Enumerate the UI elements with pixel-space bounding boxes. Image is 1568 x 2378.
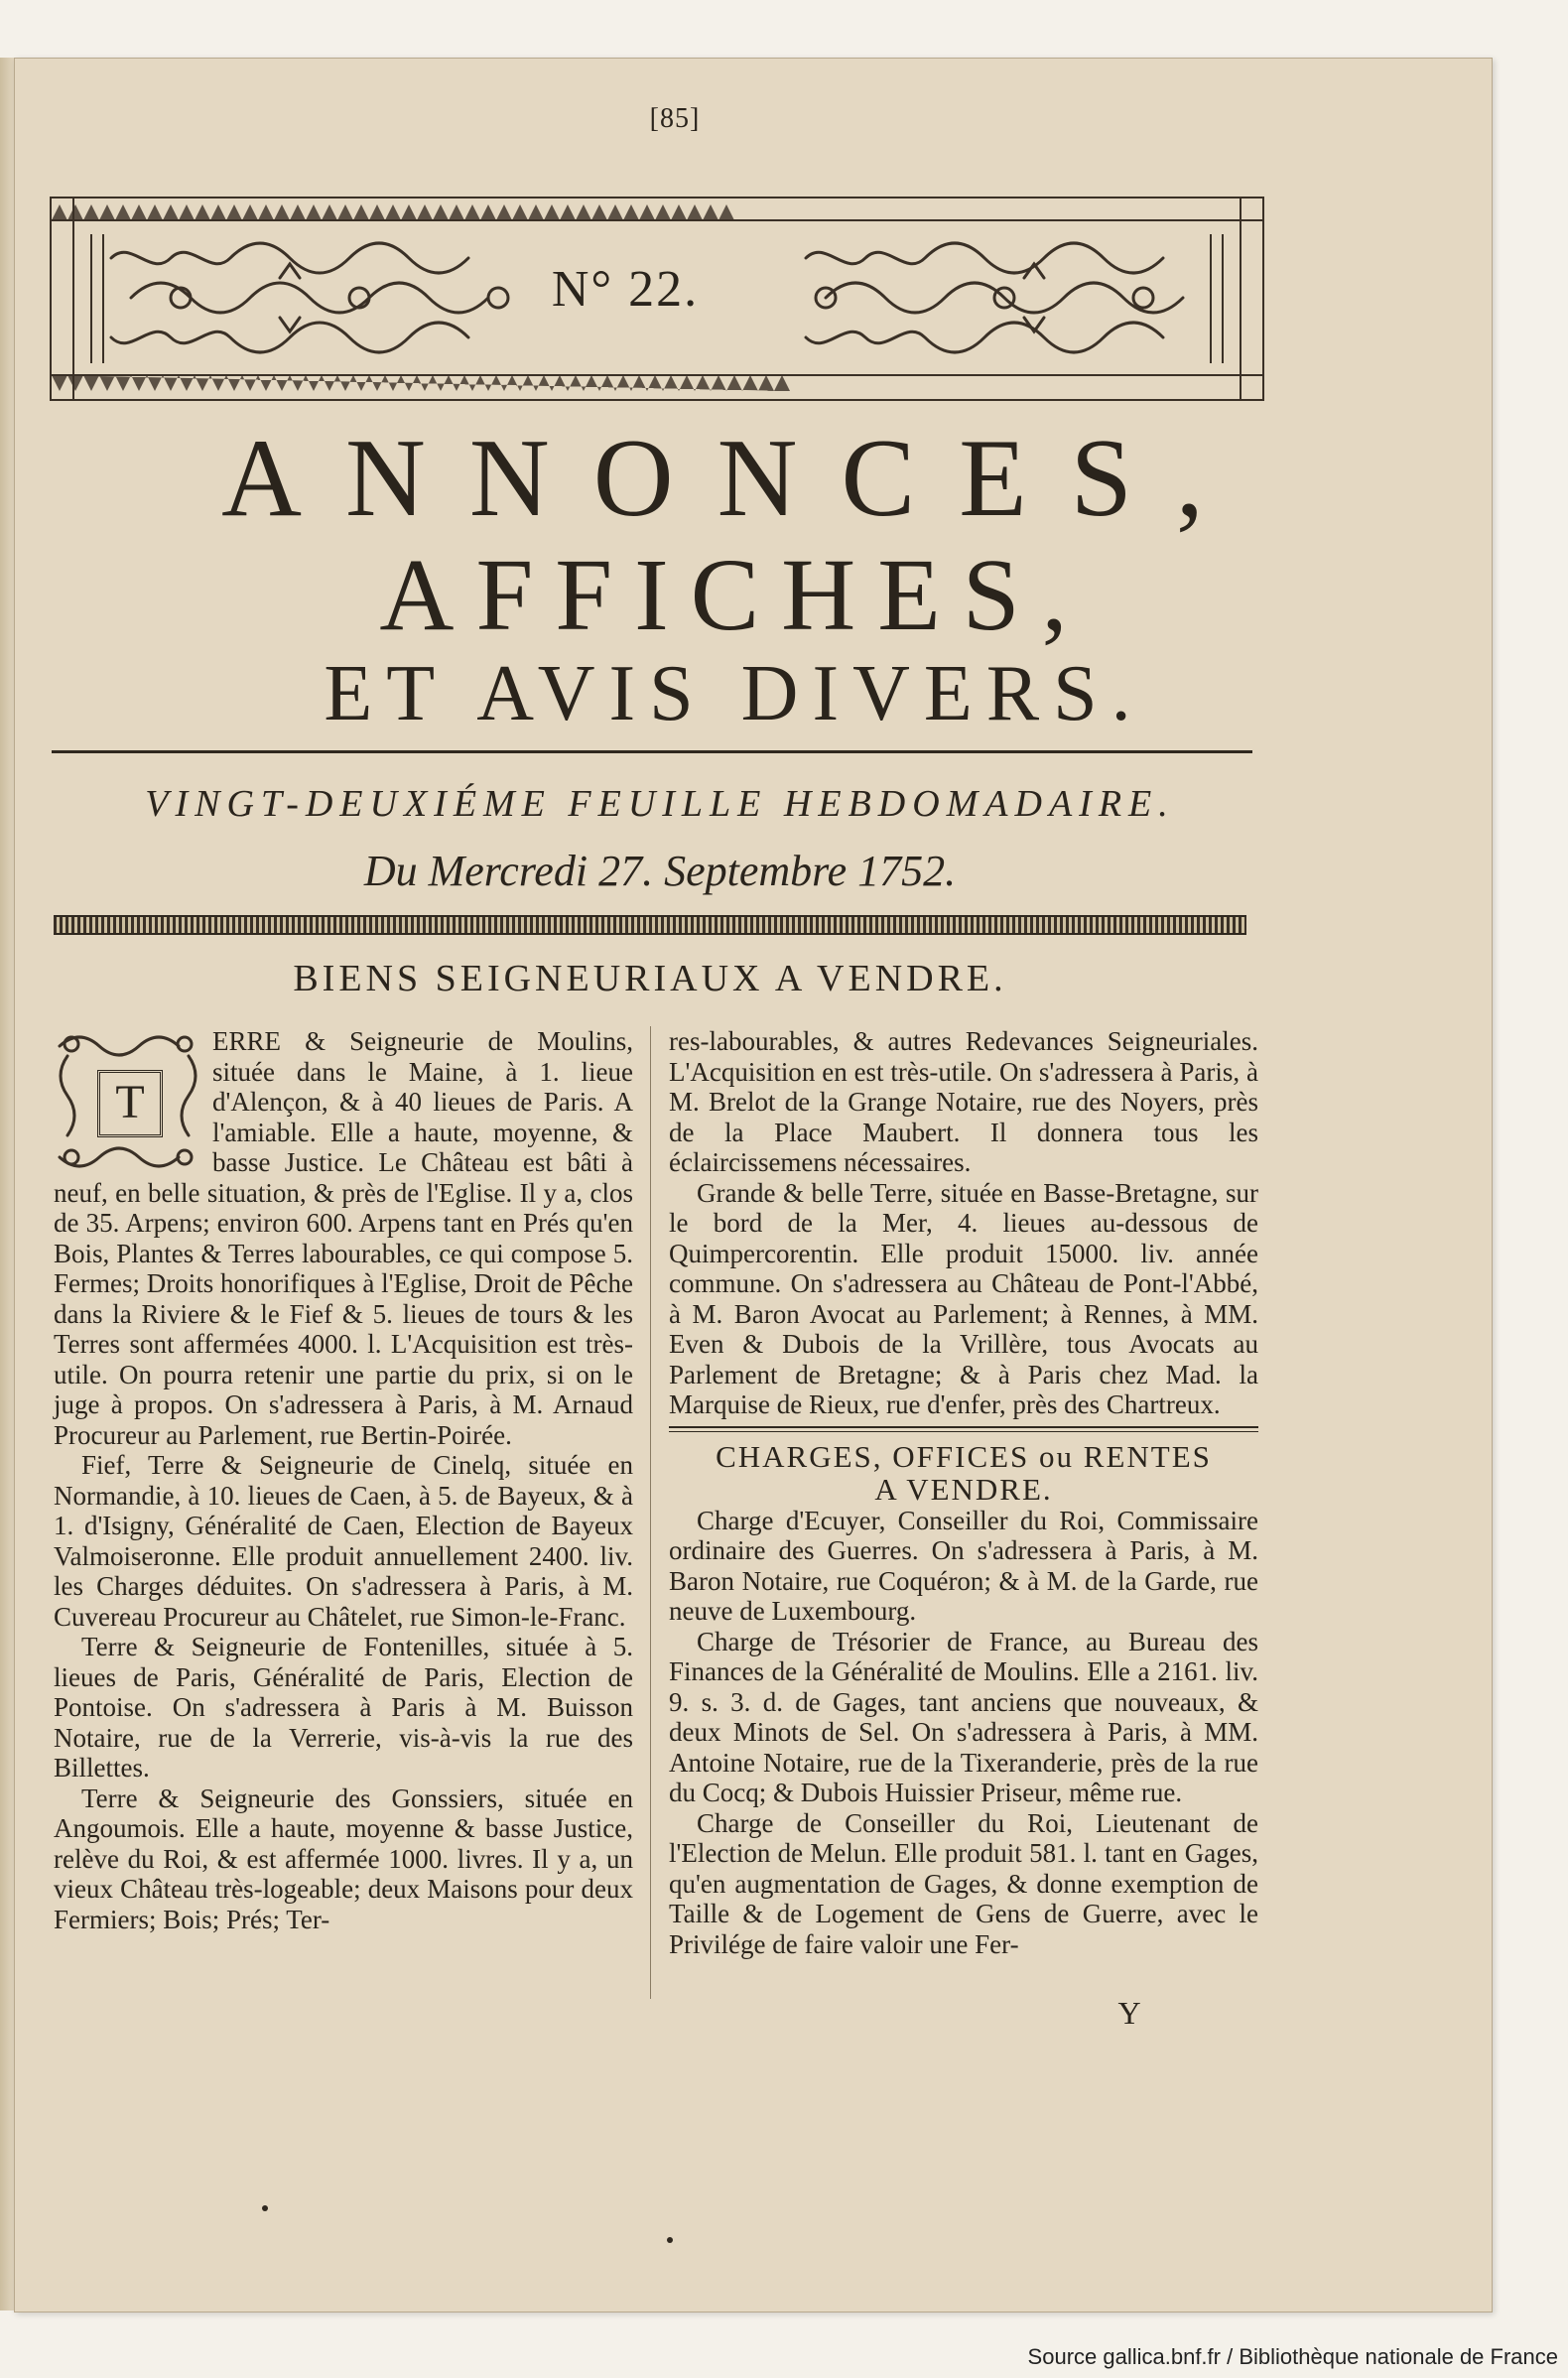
title-annonces: ANNONCES,: [221, 417, 1247, 540]
drop-cap-letter: T: [97, 1070, 163, 1137]
notice-fontenilles: Terre & Seigneurie de Fontenilles, située à 5. lieues de Paris, Généralité de Paris, Election de Pontoise. On s'adressera à Paris à M. Buisson Notaire, rue de la Verrerie, vis-à-vis la rue des Billettes.: [54, 1632, 633, 1783]
section-rule: [669, 1426, 1258, 1432]
notice-tresorier: Charge de Trésorier de France, au Bureau des Finances de la Généralité de Moulins. Elle a 2161. liv. 9. s. 3. d. de Gages, tant anciens que nouveaux, & deux Minots de Sel. On s'adressera à Paris, à MM. Antoine Notaire, rue de la Tixeranderie, près de la rue du Cocq; & Dubois Huissier Priseur, même rue.: [669, 1626, 1258, 1807]
issue-date: Du Mercredi 27. Septembre 1752.: [363, 847, 957, 895]
notice-conseiller: Charge de Conseiller du Roi, Lieutenant de l'Election de Melun. Elle produit 581. l. tant en Gages, qu'en augmentation de Gages, & donne exemption de Taille & de Logement de Gens de Guerre, avec le Privilége de faire valoir une Fer-: [669, 1807, 1258, 1959]
notice-cinelq: Fief, Terre & Seigneurie de Cinelq, située en Normandie, à 10. lieues de Caen, à 5. de Bayeux, & à 1. d'Isigny, Généralité de Caen, Election de Bayeux Valmoiseronne. Elle produit annuellement 2400. liv. les Charges déduites. On s'adressera à Paris, à M. Cuvereau Procureur au Châtelet, rue Simon-le-Franc.: [54, 1450, 633, 1632]
title-rule: [52, 750, 1252, 753]
title-et-avis-divers: ET AVIS DIVERS.: [324, 650, 1145, 737]
section-heading-charges-line1: CHARGES, OFFICES ou RENTES: [716, 1438, 1212, 1474]
decorative-divider: [54, 915, 1246, 935]
notice-gonssiers: Terre & Seigneurie des Gonssiers, située en Angoumois. Elle a haute, moyenne & basse Justice, relève du Roi, & est affermée 1000. livres. Il y a, un vieux Château très-logeable; deux Maisons pour deux Fermiers; Bois; Prés; Ter-: [54, 1783, 633, 1934]
notice-moulins: ERRE & Seigneurie de Moulins, située dans le Maine, à 1. lieue d'Alençon, & à 40 lieues de Paris. A l'amiable. Elle a haute, moyenne, & basse Justice. Le Château est bâti à neuf, en belle situation, & près de l'Eglise. Il y a, clos de 35. Arpens; environ 600. Arpens tant en Prés qu'en Bois, Plantes & Terres labourables, ce qui compose 5. Fermes; Droits honorifiques à l'Eglise, Droit de Pêche dans la Riviere & le Fief & 5. lieues de tours & les Terres sont affermées 4000. l. L'Acquisition est très-utile. On pourra retenir une partie du prix, si on le juge à propos. On s'adressera à Paris, à M. Arnaud Procureur au Parlement, rue Bertin-Poirée.: [54, 1026, 633, 1450]
column-right: [669, 1026, 1258, 1959]
title-affiches: AFFICHES,: [379, 538, 1090, 652]
column-left: [54, 1026, 633, 1934]
margin-dot: [262, 2205, 268, 2211]
notice-ecuyer: Charge d'Ecuyer, Conseiller du Roi, Commissaire ordinaire des Guerres. On s'adressera à Paris, à M. Baron Notaire, rue Coquéron; & à M. de la Garde, rue neuve de Luxembourg.: [669, 1505, 1258, 1626]
signature-mark: Y: [1117, 1995, 1141, 2031]
issue-number: N° 22.: [551, 261, 700, 318]
margin-dot: [667, 2237, 673, 2243]
notice-gonssiers-continued: res-labourables, & autres Redevances Seigneuriales. L'Acquisition en est très-utile. On s'adressera à Paris, à M. Brelot de la Grange Notaire, rue des Noyers, près de la Place Maubert. Il donnera tous les éclaircissemens nécessaires.: [669, 1026, 1258, 1177]
page-number: [85]: [649, 103, 701, 134]
column-divider: [650, 1026, 651, 1999]
drop-cap-ornament: [54, 1026, 202, 1175]
section-heading-charges-line2: A VENDRE.: [874, 1471, 1053, 1507]
subtitle-weekly-sheet: VINGT-DEUXIÉME FEUILLE HEBDOMADAIRE.: [145, 783, 1175, 825]
section-heading-biens-seigneuriaux: BIENS SEIGNEURIAUX A VENDRE.: [293, 958, 1007, 999]
notice-basse-bretagne: Grande & belle Terre, située en Basse-Bretagne, sur le bord de la Mer, 4. lieues au-dessous de Quimpercorentin. Elle produit 15000. liv. année commune. On s'adressera au Château de Pont-l'Abbé, à M. Baron Avocat au Parlement; à Rennes, à MM. Even & Dubois de la Vrillère, tous Avocats au Parlement de Bretagne; & à Paris chez Mad. la Marquise de Rieux, rue d'enfer, près des Chartreux.: [669, 1177, 1258, 1419]
source-credit: Source gallica.bnf.fr / Bibliothèque nationale de France: [1027, 2344, 1558, 2369]
